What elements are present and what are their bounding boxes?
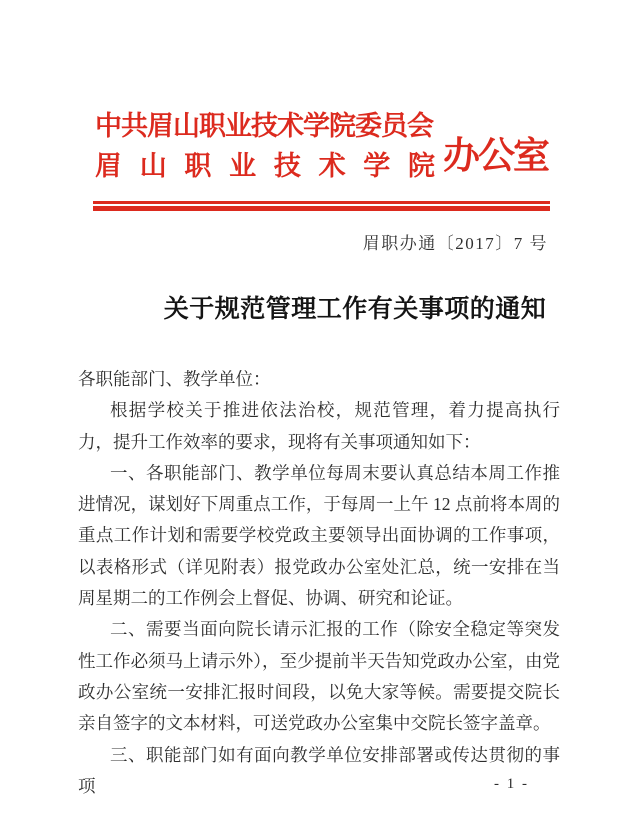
item-1-paragraph: 一、各职能部门、教学单位每周末要认真总结本周工作推进情况，谋划好下周重点工作，于每周一上午 12 点前将本周的重点工作计划和需要学校党政主要领导出面协调的工作事项，以表格形式（详见附表）报党政办公室处汇总，统一安排在当周星期二的工作例会上督促、协调、研究和论证。	[78, 462, 560, 609]
item-3-paragraph: 三、职能部门如有面向教学单位安排部署或传达贯彻的事项	[78, 744, 560, 796]
salutation: 各职能部门、教学单位：	[78, 369, 271, 389]
document-number: 眉职办通〔2017〕7 号	[362, 234, 548, 253]
divider-thin-line	[93, 201, 550, 204]
divider-thick-line	[93, 206, 550, 211]
document-body	[78, 364, 560, 802]
organization-names	[95, 106, 435, 186]
document-title: 关于规范管理工作有关事项的通知	[163, 296, 547, 323]
item-2-paragraph: 二、需要当面向院长请示汇报的工作（除安全稳定等突发性工作必须马上请示外），至少提前半天告知党政办公室，由党政办公室统一安排汇报时间段，以免大家等候。需要提交院长亲自签字的文本材料，可送党政办公室集中交院长签字盖章。	[78, 619, 560, 734]
org-name-committee: 中共眉山职业技术学院委员会	[95, 111, 433, 141]
office-label: 办公室	[443, 136, 548, 177]
intro-paragraph: 根据学校关于推进依法治校，规范管理，着力提高执行力，提升工作效率的要求，现将有关事项通知如下：	[78, 400, 560, 452]
letterhead	[95, 106, 548, 186]
org-name-college: 眉山职业技术学院	[95, 151, 435, 181]
page-number: - 1 -	[494, 776, 529, 792]
letterhead-divider	[93, 201, 550, 211]
